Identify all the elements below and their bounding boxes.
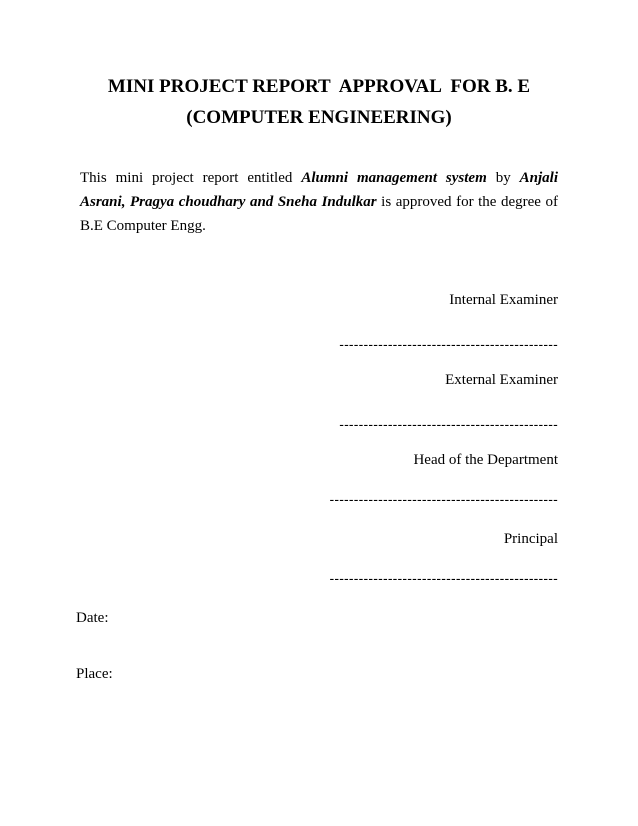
date-label: Date: [76, 610, 109, 626]
page-title-line2: (COMPUTER ENGINEERING) [186, 107, 452, 128]
project-title: Alumni management system [301, 170, 487, 186]
paragraph-text-3: is approved for the degree of B.E Computer Engg. [80, 194, 558, 234]
principal-label: Principal [503, 531, 558, 547]
internal-examiner-signature-line: --------------------------------------------- [339, 336, 558, 352]
paragraph-text-1: This mini project report entitled [80, 170, 302, 186]
authors-line2: Pragya choudhary and Sneha Indulkar [130, 194, 377, 210]
principal-signature-line: ----------------------------------------------- [329, 570, 558, 586]
external-examiner-signature-line: --------------------------------------------- [339, 416, 558, 432]
external-examiner-label: External Examiner [445, 372, 558, 388]
approval-paragraph [80, 166, 558, 238]
hod-label: Head of the Department [413, 452, 558, 468]
paragraph-text-2: by [486, 170, 520, 186]
hod-signature-line: ----------------------------------------------- [329, 491, 558, 507]
authors-line1: Anjali Asrani, [80, 170, 558, 210]
page-title-line1: MINI PROJECT REPORT APPROVAL FOR B. E [107, 76, 531, 97]
place-label: Place: [76, 666, 113, 682]
internal-examiner-label: Internal Examiner [449, 292, 558, 308]
